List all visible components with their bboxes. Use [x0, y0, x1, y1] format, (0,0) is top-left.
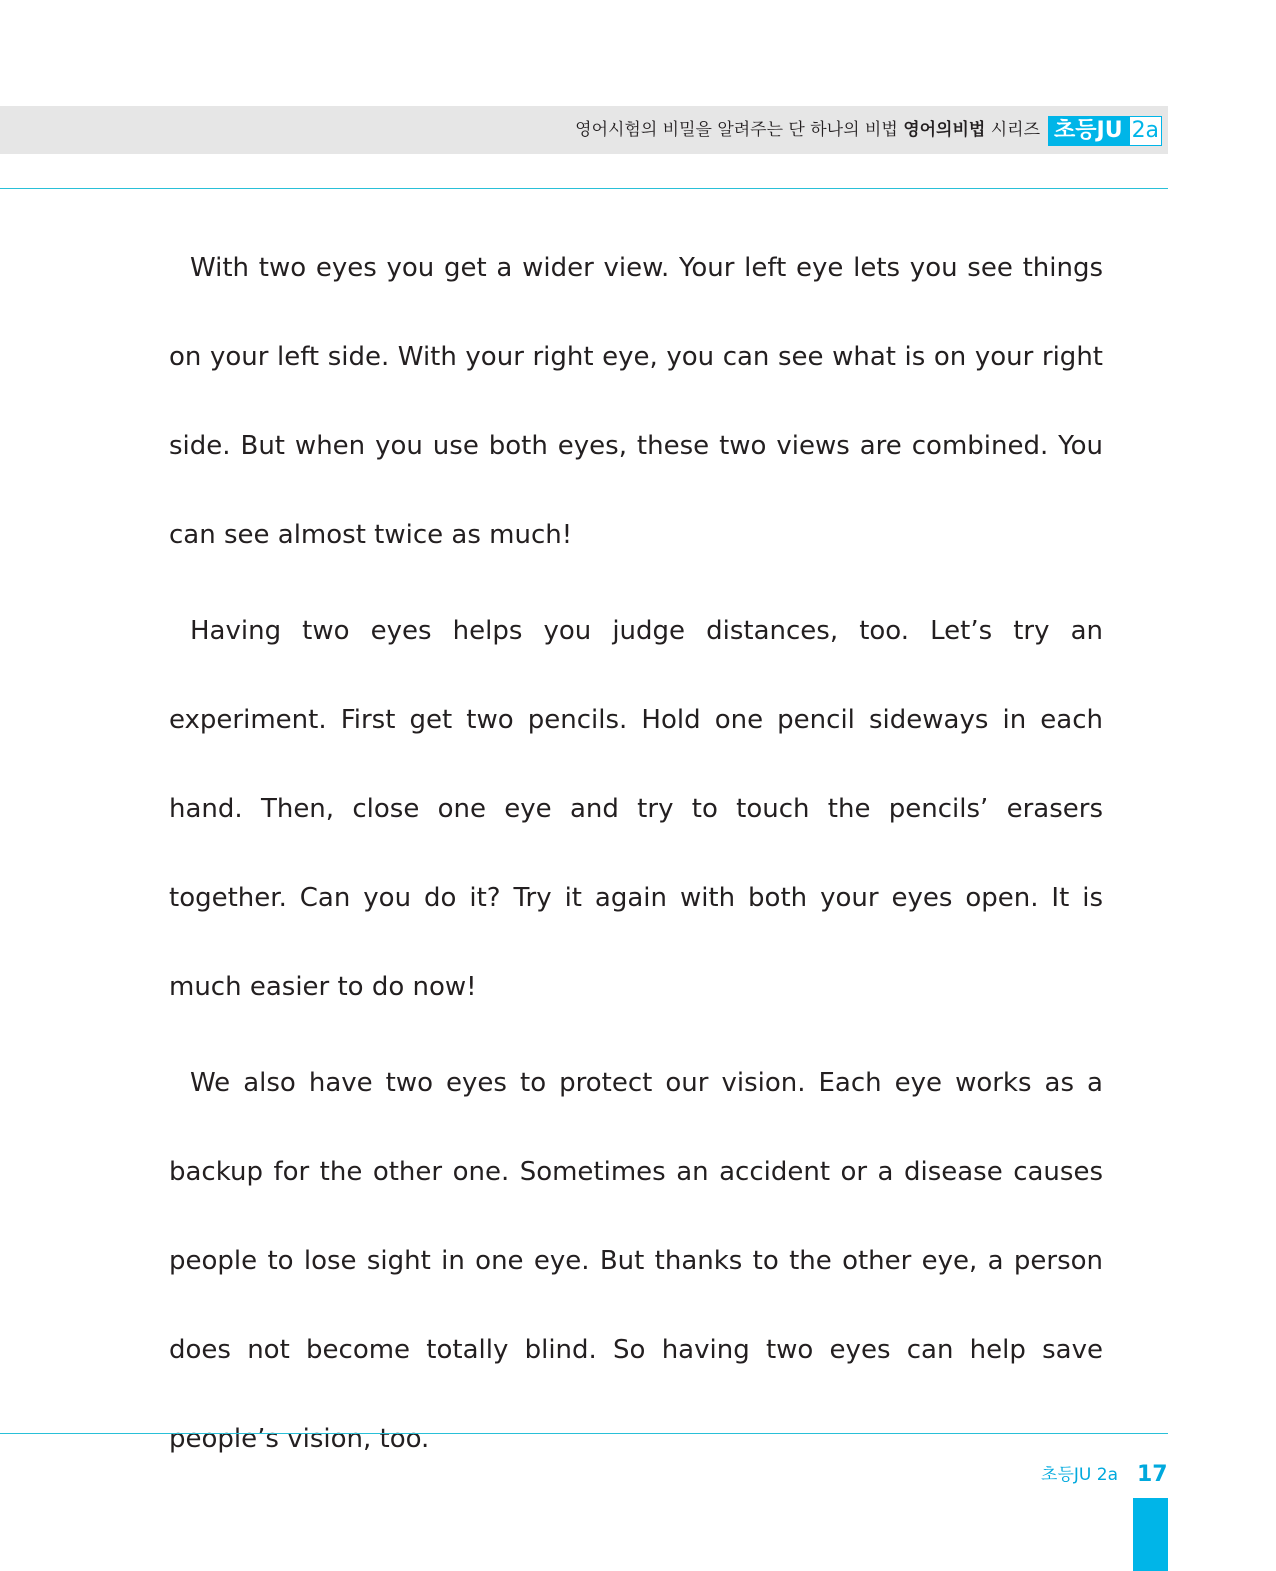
series-badge-name: 초등JU — [1048, 116, 1129, 146]
paragraph-3: We also have two eyes to protect our vision. Each eye works as a backup for the other one. Sometimes an accident or a disease causes people to lose sight in one eye. But thanks to the other eye, a person does not become totally blind. So having two eyes can help save people’s vision, too. — [169, 1068, 1103, 1454]
page-tab — [1133, 1498, 1168, 1571]
body-text — [169, 224, 1103, 1491]
series-badge — [1048, 116, 1162, 146]
footer-series: 초등JU 2a — [1041, 1465, 1118, 1485]
header-tagline — [575, 118, 1040, 142]
series-badge-level: 2a — [1129, 116, 1162, 146]
bottom-rule — [0, 1433, 1168, 1434]
top-rule — [0, 188, 1168, 189]
header-tagline-text: 영어시험의 비밀을 알려주는 단 하나의 비법 — [575, 120, 898, 140]
page-number: 17 — [1137, 1462, 1168, 1487]
paragraph-2: Having two eyes helps you judge distances, too. Let’s try an experiment. First get two pencils. Hold one pencil sideways in each hand. Then, close one eye and try to touch the pencils’ erasers together. Can you do it? Try it again with both your eyes open. It is much easier to do now! — [169, 616, 1103, 1002]
header-series-suffix: 시리즈 — [990, 120, 1040, 140]
paragraph-1: With two eyes you get a wider view. Your left eye lets you see things on your left side. With your right eye, you can see what is on your right side. But when you use both eyes, these two views are combined. You can see almost twice as much! — [169, 253, 1103, 550]
header-series-bold: 영어의비법 — [903, 120, 986, 140]
